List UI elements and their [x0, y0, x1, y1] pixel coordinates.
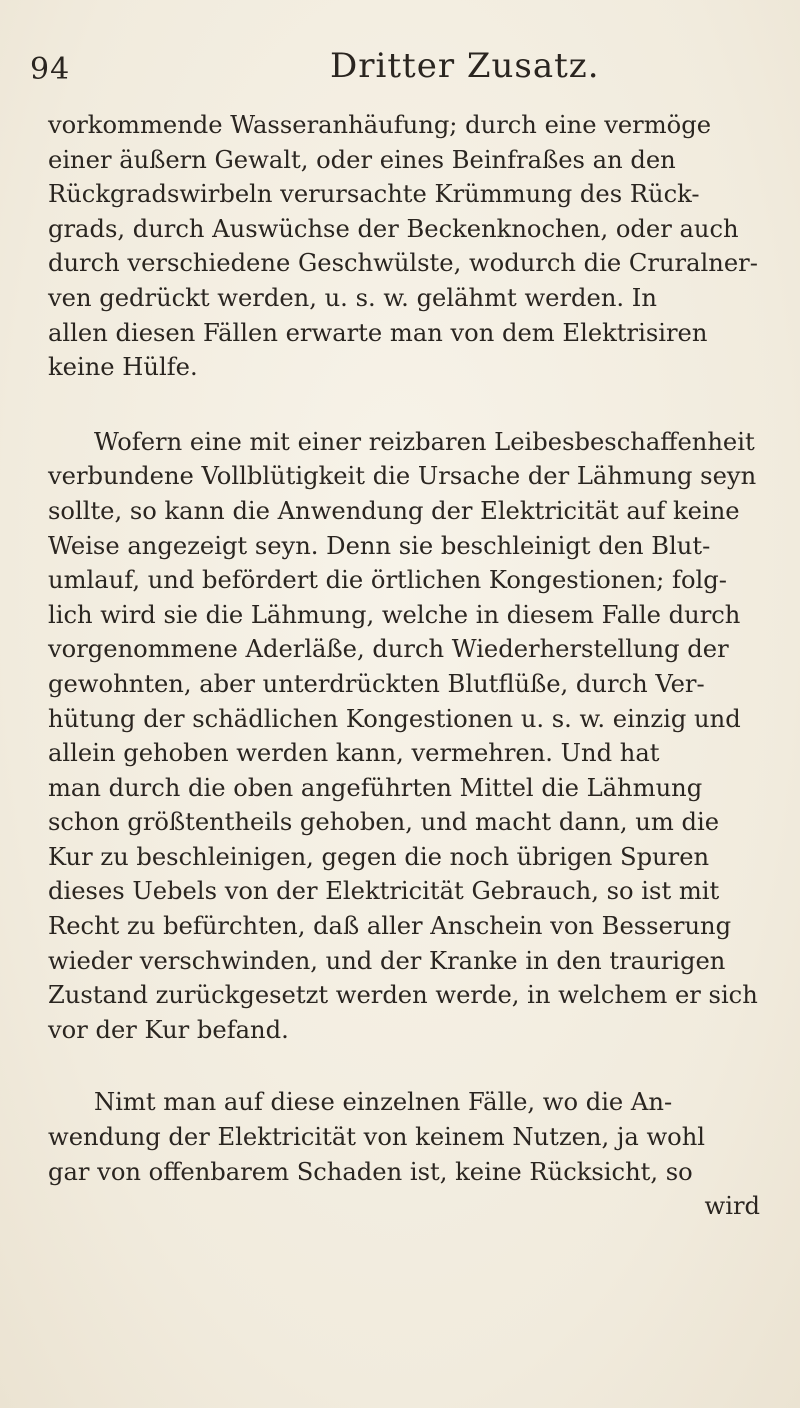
running-title: Dritter Zusatz. — [330, 46, 600, 86]
page-number: 94 — [30, 52, 71, 87]
text-line: durch verschiedene Geschwülste, wodurch die Cruralner- — [48, 249, 758, 278]
text-line: sollte, so kann die Anwendung der Elektricität auf keine — [48, 496, 740, 525]
text-line: Weise angezeigt seyn. Denn sie beschleinigt den Blut- — [48, 531, 711, 560]
text-line: allen diesen Fällen erwarte man von dem Elektrisiren — [48, 318, 708, 347]
text-line: Nimt man auf diese einzelnen Fälle, wo die An- — [94, 1088, 673, 1117]
text-line: Wofern eine mit einer reizbaren Leibesbeschaffenheit — [94, 427, 755, 456]
paragraph-2 — [48, 425, 760, 1048]
text-line: hütung der schädlichen Kongestionen u. s. w. einzig und — [48, 704, 741, 733]
text-line: vorkommende Wasseranhäufung; durch eine vermöge — [48, 111, 712, 139]
catchword: wird — [704, 1192, 760, 1221]
text-line: vorgenommene Aderläße, durch Wiederherstellung der — [48, 635, 729, 664]
text-line: Recht zu befürchten, daß aller Anschein von Besserung — [48, 912, 732, 941]
text-line: einer äußern Gewalt, oder eines Beinfraßes an den — [48, 145, 676, 174]
text-line: allein gehoben werden kann, vermehren. Und hat — [48, 739, 660, 768]
body-text — [48, 108, 760, 1224]
text-line: dieses Uebels von der Elektricität Gebrauch, so ist mit — [48, 877, 720, 906]
text-line: keine Hülfe. — [48, 353, 198, 382]
paragraph-3 — [48, 1085, 760, 1223]
text-line: wendung der Elektricität von keinem Nutzen, ja wohl — [48, 1123, 706, 1152]
text-line: wieder verschwinden, und der Kranke in den traurigen — [48, 946, 726, 975]
text-line: gewohnten, aber unterdrückten Blutflüße, durch Ver- — [48, 669, 705, 698]
paragraph-gap — [48, 385, 760, 425]
text-line: verbundene Vollblütigkeit die Ursache der Lähmung seyn — [48, 462, 757, 491]
page-header — [30, 40, 760, 100]
text-line: grads, durch Auswüchse der Beckenknochen, oder auch — [48, 214, 739, 243]
text-line: vor der Kur befand. — [48, 1015, 289, 1044]
text-line: lich wird sie die Lähmung, welche in diesem Falle durch — [48, 600, 741, 629]
text-line: umlauf, und befördert die örtlichen Kongestionen; folg- — [48, 566, 727, 595]
text-line: schon größtentheils gehoben, und macht dann, um die — [48, 808, 720, 837]
text-line: Zustand zurückgesetzt werden werde, in welchem er sich — [48, 981, 758, 1010]
text-line: Rückgradswirbeln verursachte Krümmung des Rück- — [48, 180, 700, 209]
paragraph-gap — [48, 1047, 760, 1085]
text-line: ven gedrückt werden, u. s. w. gelähmt werden. In — [48, 283, 657, 312]
text-line: man durch die oben angeführten Mittel die Lähmung — [48, 773, 703, 802]
text-line: gar von offenbarem Schaden ist, keine Rücksicht, so — [48, 1157, 693, 1186]
text-line: Kur zu beschleinigen, gegen die noch übrigen Spuren — [48, 842, 710, 871]
paragraph-1 — [48, 108, 760, 385]
